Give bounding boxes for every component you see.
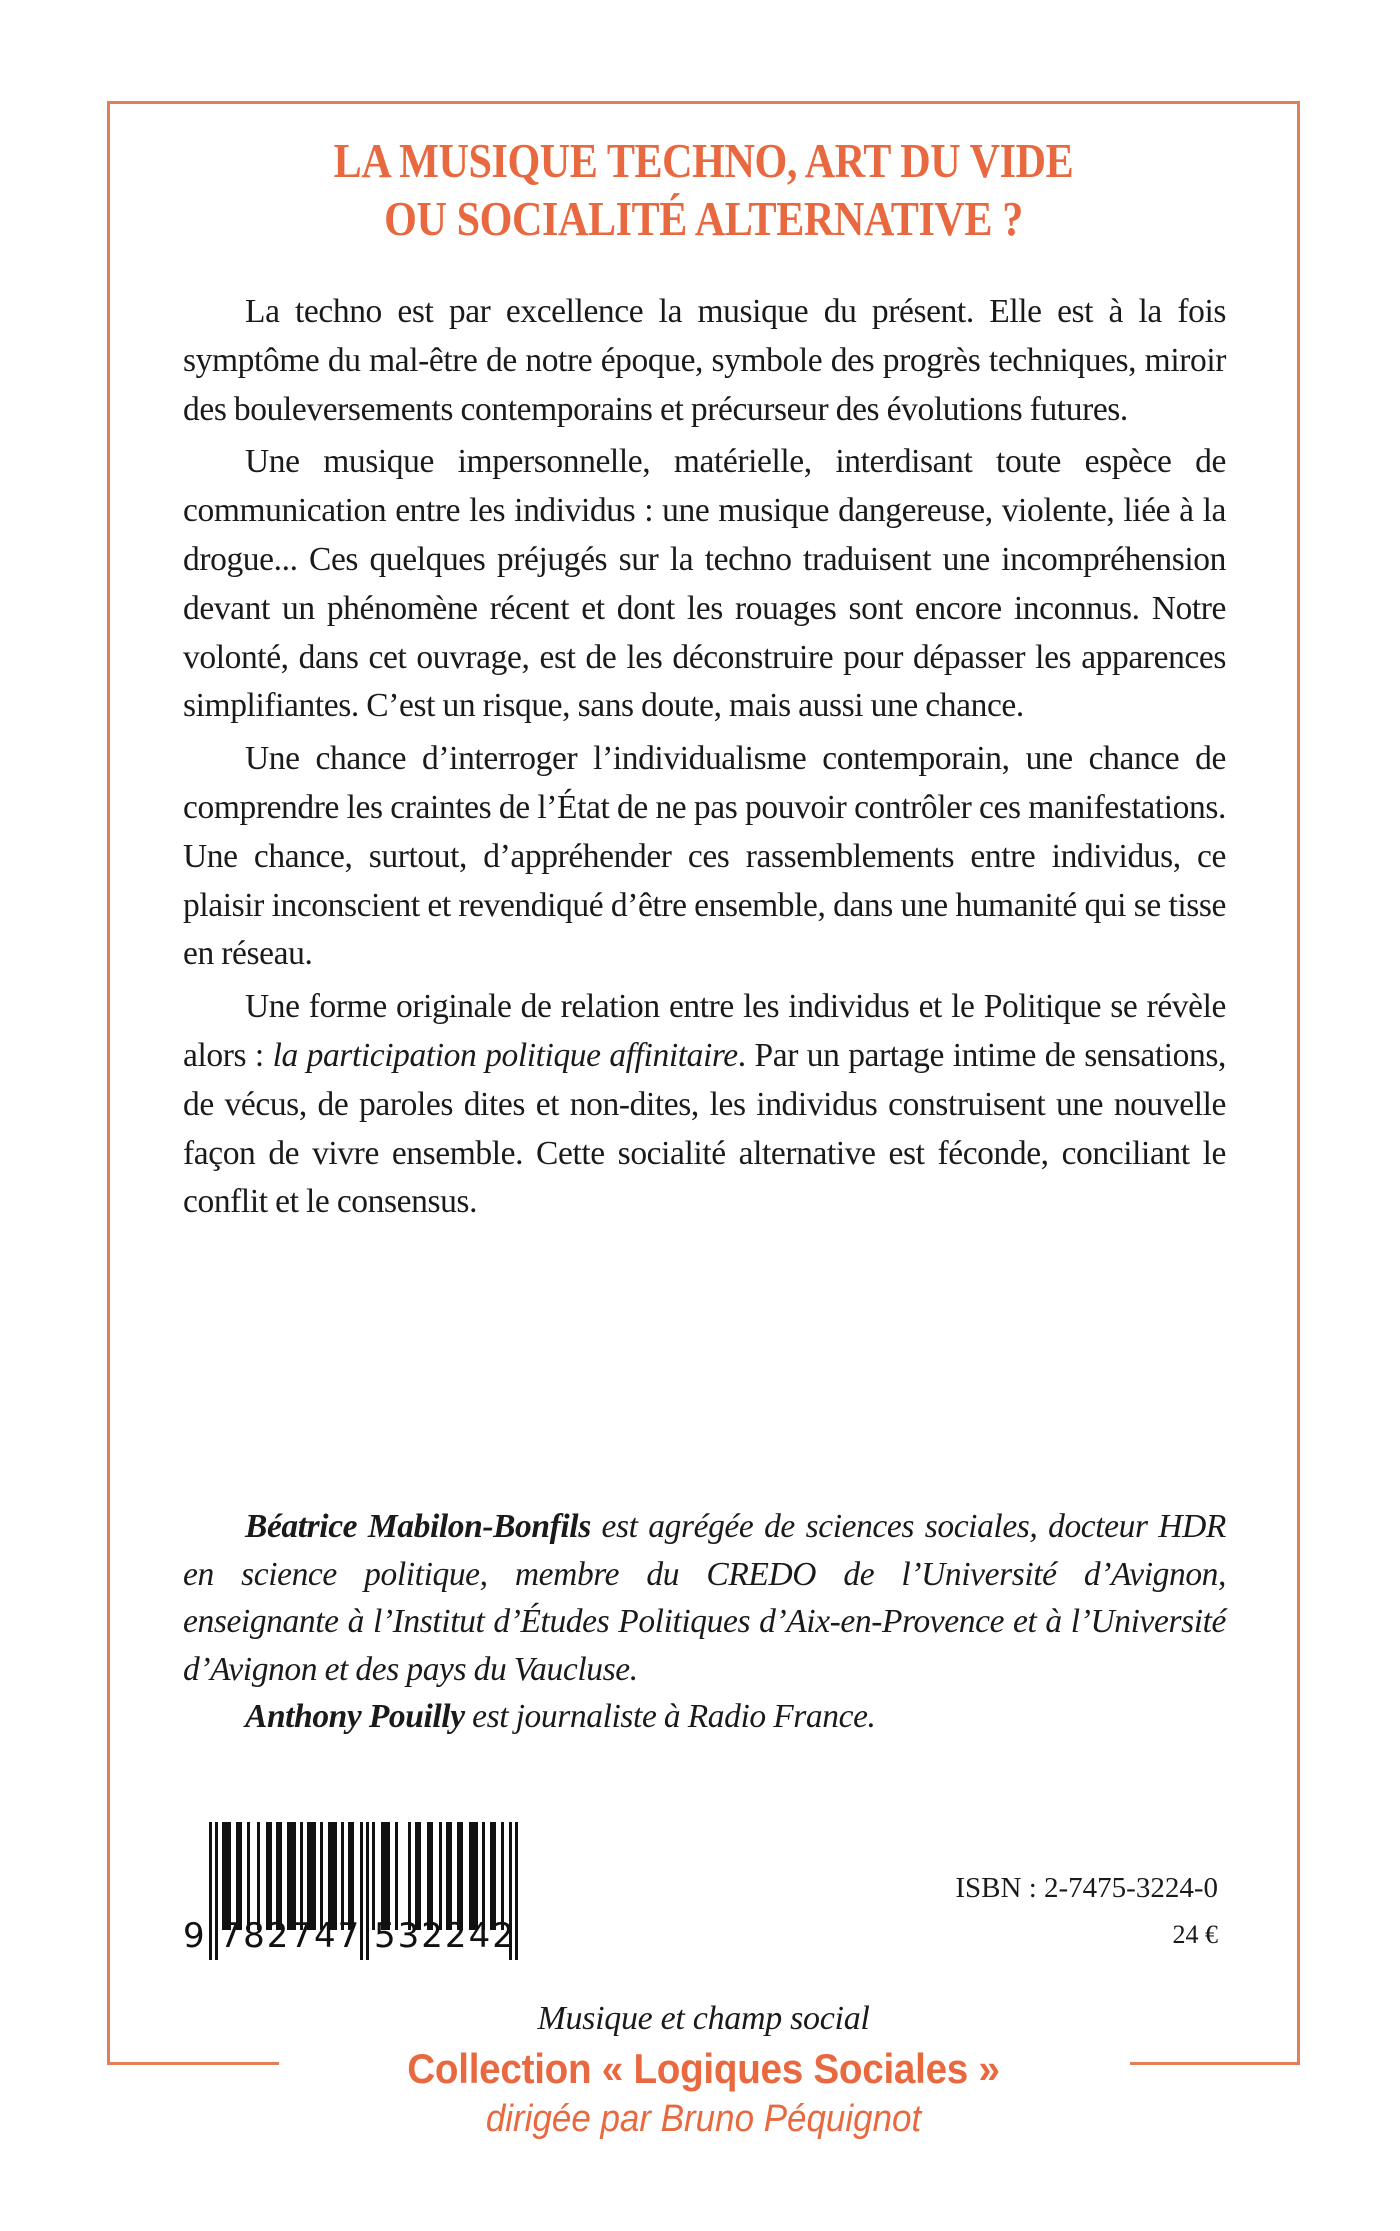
blurb <box>183 288 1226 1231</box>
author-bio-2 <box>183 1693 1226 1741</box>
series-name: Musique et champ social <box>537 2000 870 2037</box>
author-bios <box>183 1503 1226 1741</box>
blurb-paragraph-4-start: Une forme originale de relation entre les individus et le Politique se révèle alors : <box>183 988 1226 1074</box>
blurb-key-concept: la participation politique affinitaire <box>272 1036 738 1074</box>
frame-border-right <box>1297 101 1300 2065</box>
collection-name: Collection « Logiques Sociales » <box>407 2045 1000 2092</box>
collection-director: dirigée par Bruno Péquignot <box>485 2098 922 2140</box>
blurb-paragraph-4-end: . Par un partage intime de sensations, de vécus, de paroles dites et non-dites, les individus construisent une nouvelle façon de vivre ensemble. Cette socialité alternative est féconde, conciliant le conflit et le consensus. <box>183 1036 1226 1221</box>
book-title <box>193 132 1214 248</box>
author-name-1: Béatrice Mabilon-Bonfils <box>245 1508 591 1545</box>
author-bio-1 <box>183 1503 1226 1693</box>
author-name-2: Anthony Pouilly <box>245 1698 465 1735</box>
blurb-paragraph-1: La techno est par excellence la musique du présent. Elle est à la fois symptôme du mal-être de notre époque, symbole des progrès techniques, miroir des bouleversements contemporains et précurseur des évolutions futures. <box>183 293 1226 428</box>
blurb-paragraph-3: Une chance d’interroger l’individualisme contemporain, une chance de comprendre les craintes de l’État de ne pas pouvoir contrôler ces manifestations. Une chance, surtout, d’appréhender ces rassemblements entre individus, ce plaisir inconscient et revendiqué d’être ensemble, dans une humanité qui se tisse en réseau. <box>183 740 1226 973</box>
ean13-barcode-icon <box>183 1822 543 1960</box>
price: 24 € <box>1172 1920 1218 1949</box>
frame-border-top <box>107 101 1300 104</box>
blurb-paragraph-4 <box>183 983 1226 1227</box>
isbn: ISBN : 2-7475-3224-0 <box>955 1872 1218 1904</box>
author-description-1: est agrégée de sciences sociales, docteur HDR en science politique, membre du CREDO de l’Université d’Avignon, enseignante à l’Institut d’Études Politiques d’Aix-en-Provence et à l’Université d’Avignon et des pays du Vaucluse. <box>183 1508 1226 1688</box>
author-description-2: est journaliste à Radio France. <box>464 1698 876 1735</box>
blurb-paragraph-2: Une musique impersonnelle, matérielle, interdisant toute espèce de communication entre les individus : une musique dangereuse, violente, liée à la drogue... Ces quelques préjugés sur la techno traduisent une incompréhension devant un phénomène récent et dont les rouages sont encore inconnus. Notre volonté, dans cet ouvrage, est de les déconstruire pour dépasser les apparences simplifiantes. C’est un risque, sans doute, mais aussi une chance. <box>183 443 1226 725</box>
book-title-line-2: OU SOCIALITÉ ALTERNATIVE ? <box>384 191 1023 246</box>
barcode-number: 9 782747 532242 <box>183 1916 516 1956</box>
book-title-line-1: LA MUSIQUE TECHNO, ART DU VIDE <box>333 133 1074 188</box>
frame-border-left <box>107 101 110 2065</box>
